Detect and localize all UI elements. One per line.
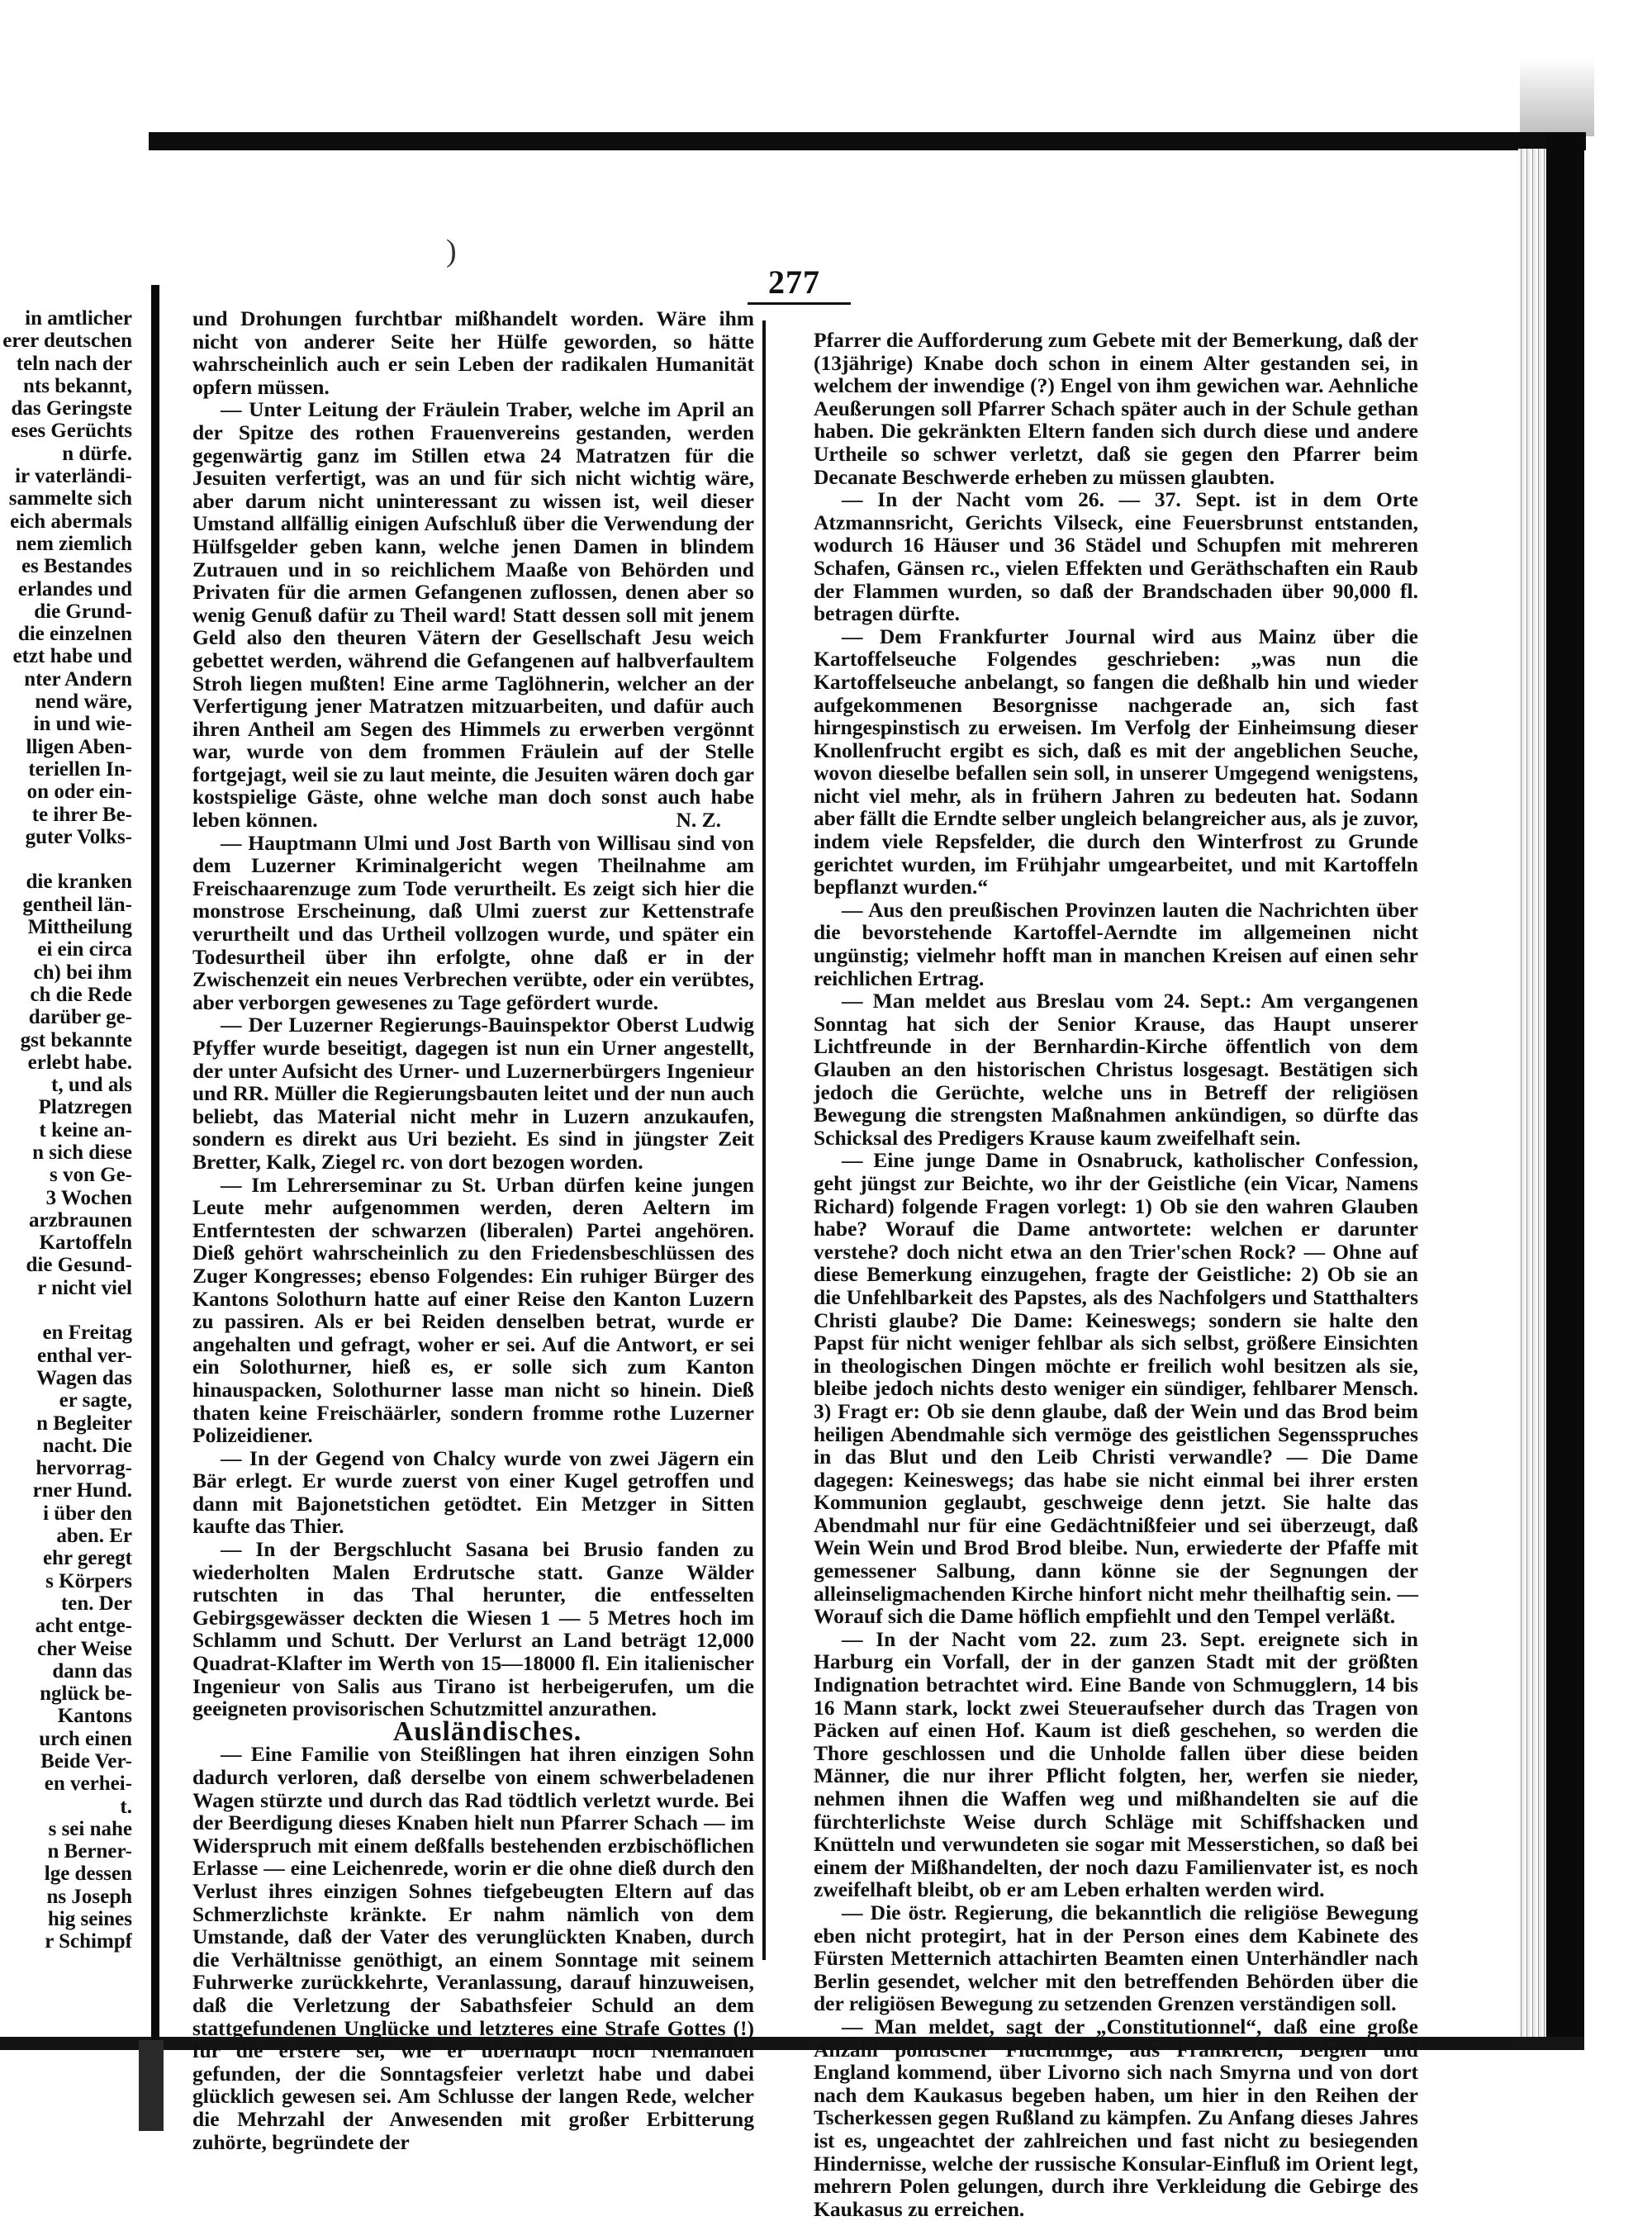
fragment-line: acht entge- <box>35 1615 132 1638</box>
fragment-line: on oder ein- <box>26 781 132 804</box>
fragment-line: dann das <box>52 1659 132 1682</box>
fragment-line: rner Hund. <box>32 1479 132 1502</box>
book-top-edge-shadow <box>1520 58 1594 136</box>
fragment-line: nglück be- <box>40 1682 132 1706</box>
previous-page-fragment <box>0 307 132 1953</box>
fragment-line: en Freitag <box>42 1322 132 1345</box>
fragment-line: gst bekannte <box>20 1028 132 1051</box>
fragment-line: Kartoffeln <box>39 1232 132 1255</box>
fragment-line: erlandes und <box>17 577 132 600</box>
fragment-line: erlebt habe. <box>27 1051 132 1074</box>
fragment-line: ten. Der <box>60 1592 132 1615</box>
section-heading: Ausländisches. <box>392 1716 582 1747</box>
fragment-line: es Bestandes <box>21 555 132 578</box>
article-paragraph: — In der Nacht vom 22. zum 23. Sept. ereignete sich in Harburg ein Vorfall, der in der ganzen Stadt mit der größten Indignation betrachtet wird. Eine Bande von Schmugglern, 14 bis 16 Mann stark, lockt zwei Steueraufseher durch das Tragen von Päcken auf einen Hof. Kaum ist dieß geschehen, so werden die Thore geschlossen und die Unholde fallen über diese beiden Männer, die nur ihrer Pflicht folgten, her, werfen sie nieder, nehmen ihnen die Waffen weg und mißhandelten sie auf die fürchterlichste Weise durch Schläge mit Schiffshacken und Knütteln und verwundeten sie sogar mit Messerstichen, so daß bei einem der Mißhandelten, der noch dazu Familienvater ist, es noch zweifelhaft bleibt, ob er am Leben erhalten werden wird. <box>814 1626 1418 1902</box>
fragment-line: t. <box>120 1795 132 1818</box>
fragment-line: n Begleiter <box>36 1412 132 1435</box>
fragment-line: urch einen <box>39 1727 132 1750</box>
gutter-shadow <box>139 2040 164 2131</box>
fragment-line: s Körpers <box>45 1569 132 1592</box>
fragment-line: in amtlicher <box>25 307 132 330</box>
fragment-line: eich abermals <box>10 510 132 533</box>
fragment-line: n sich diese <box>32 1141 132 1164</box>
fragment-line: r Schimpf <box>45 1930 132 1953</box>
fragment-line: n dürfe. <box>62 442 132 465</box>
article-paragraph: — Die östr. Regierung, die bekanntlich die religiöse Bewegung eben nicht protegirt, hat in der Person eines dem Kabinete des Fürsten Metternich attachirten Beamten einen Unterhändler nach Berlin gesendet, welcher mit den betreffenden Behörden über die der religiösen Bewegung zu setzenden Grenzen verständigen soll. <box>814 1900 1418 2016</box>
fragment-line: hig seines <box>47 1908 132 1931</box>
fragment-line: sammelte sich <box>8 487 132 510</box>
fragment-line: en verhei- <box>44 1773 132 1796</box>
fragment-line: n Berner- <box>47 1840 132 1863</box>
fragment-line: die Gesund- <box>26 1254 132 1277</box>
fragment-line: ehr geregt <box>42 1547 132 1570</box>
fragment-line: hervorrag- <box>36 1457 132 1480</box>
page-number: 277 <box>768 263 820 301</box>
stray-mark: ) <box>446 234 457 268</box>
fragment-line <box>0 848 132 871</box>
book-gutter <box>151 285 159 2044</box>
fragment-line: lge dessen <box>44 1863 132 1886</box>
fragment-line: r nicht viel <box>37 1276 132 1299</box>
fragment-line: nacht. Die <box>42 1434 132 1457</box>
fragment-line: teln nach der <box>16 352 132 375</box>
fragment-line: ch die Rede <box>30 983 132 1006</box>
fragment-line: guter Volks- <box>25 825 132 848</box>
article-paragraph: — Der Luzerner Regierungs-Bauinspektor Oberst Ludwig Pfyffer wurde beseitigt, dagegen ist nun ein Urner angestellt, der unter Aufsicht des Urner- und Luzernerbürgers Ingenieur und RR. Müller die Regierungsbauten leitet und der nun auch beliebt, das Material nicht mehr in Luzern anzukaufen, sondern es direkt aus Uri bezieht. Es sind in jüngster Zeit Bretter, Kalk, Ziegel rc. von dort bezogen worden. <box>192 1013 754 1174</box>
page-number-underline <box>748 302 851 305</box>
article-paragraph: — Aus den preußischen Provinzen lauten die Nachrichten über die bevorstehende Kartoffel-Aerndte im allgemeinen nicht ungünstig; vielmehr hofft man in manchen Kreisen auf einen sehr reichlichen Ertrag. <box>814 897 1418 990</box>
fragment-line: die einzelnen <box>17 623 132 646</box>
fragment-line: Wagen das <box>36 1366 132 1389</box>
article-paragraph: — Eine junge Dame in Osnabruck, katholischer Confession, geht jüngst zur Beichte, wo ihr der Geistliche (ein Vicar, Namens Richard) folgende Fragen vorlegt: 1) Ob sie den wahren Glauben habe? Worauf die Dame antwortete: welchen er darunter verstehe? doch nicht etwa an den Trier'schen Rock? — Ohne auf diese Bemerkung einzugehen, fragte der Geistliche: 2) Ob sie an die Unfehlbarkeit des Papstes, als des Nachfolgers und Statthalters Christi glaube? Die Dame: Keineswegs; sondern sie halte den Papst für nicht weniger fehlbar als sich selbst, größere Einsichten in theologischen Dingen möchte er freilich wohl besitzen als sie, bleibe jedoch nichts desto weniger ein sündiger, fehlbarer Mensch. 3) Fragt er: Ob sie denn glaube, daß der Wein und das Brod beim heiligen Abendmahle sich vermöge des geistlichen Segensspruches in das Blut und den Leib Christi verwandle? — Die Dame dagegen: Keineswegs; das habe sie nicht einmal bei ihrer ersten Kommunion geglaubt, geschweige denn jetzt. Sie halte das Abendmahl nur für eine Gedächtnißfeier und sei überzeugt, daß Wein Wein und Brod Brod bleibe. Nun, erwiederte der Pfaffe mit gemessener Salbung, dann könne sie der Segnungen der alleinseligmachenden Kirche hinfort nicht mehr theilhaftig sein. — Worauf sich die Dame höflich empfiehlt und den Tempel verläßt. <box>814 1148 1418 1629</box>
fragment-line: i über den <box>43 1502 132 1525</box>
fragment-line: cher Weise <box>36 1637 132 1660</box>
fragment-line: in und wie- <box>33 713 132 736</box>
left-column <box>192 307 754 2153</box>
book-right-edge <box>1546 132 1584 2048</box>
article-text: — Unter Leitung der Fräulein Traber, welche im April an der Spitze des rothen Frauenvereins gestanden, werden gegenwärtig ganz im Stillen etwa 24 Matratzen für die Jesuiten verfertigt, was an und für sich nicht wichtig wäre, aber darum nicht uninteressant zu wissen ist, weil dieser Umstand allfällig einigen Aufschluß über die Verwendung der Hülfsgelder geben kann, welche jenen Damen in blindem Zutrauen und in so reichlichem Maaße von Behörden und Privaten für die armen Gefangenen zuflossen, denen aber so wenig Genuß dafür zu Theil ward! Statt dessen soll mit jenem Geld also den theuren Vätern der Gesellschaft Jesu weich gebettet werden, während die Gefangenen auf halbverfaultem Stroh liegen mußten! Eine arme Taglöhnerin, welcher an der Verfertigung jener Matratzen mitzuarbeiten, und dafür auch ihren Antheil am Segen des Himmels zu erwerben vergönnt war, wurde von dem frommen Fräulein auf der Stelle fortgejagt, weil sie zu laut meinte, die Jesuiten wären doch gar kostspielige Gäste, ohne welche man doch sonst auch habe leben können. <box>192 397 754 833</box>
fragment-line: ns Joseph <box>46 1885 132 1908</box>
fragment-line: aben. Er <box>56 1525 132 1548</box>
fragment-line: lligen Aben- <box>26 735 132 758</box>
fragment-line: arzbraunen <box>29 1208 132 1232</box>
article-paragraph: — Dem Frankfurter Journal wird aus Mainz über die Kartoffelseuche Folgendes geschrieben: „was nun die Kartoffelseuche anbelangt, so fangen die deßhalb hin und wieder aufgekommenen Besorgnisse nachgerade an, sich fast hirngespinstisch zu erweisen. Im Verfolg der Einheimsung dieser Knollenfrucht ergibt es sich, daß es mit der angeblichen Seuche, wovon dieselbe befallen sein soll, in unserer Umgegend wenigstens, nicht viel mehr, als in frühern Jahren zu bedeuten hat. Sodann aber fällt die Erndte selber ungleich belangreicher aus, als je zuvor, indem viele Repsfelder, die durch den Winterfrost zu Grunde gerichtet wurden, im Frühjahr umgearbeitet, und mit Kartoffeln bepflanzt wurden.“ <box>814 624 1418 899</box>
fragment-line: er sagte, <box>59 1389 132 1412</box>
fragment-line: die kranken <box>26 871 132 894</box>
fragment-line: erer deutschen <box>2 330 132 353</box>
fragment-line: Beide Ver- <box>40 1750 132 1773</box>
book-top-edge <box>149 132 1586 150</box>
fragment-line: etzt habe und <box>12 645 132 668</box>
fragment-line: ei ein circa <box>37 938 132 961</box>
article-paragraph: Pfarrer die Aufforderung zum Gebete mit der Bemerkung, daß der (13jährige) Knabe doch schon in einem Alter gestanden sei, in welchem der inwendige (?) Engel von ihm gewichen war. Aehnliche Aeußerungen soll Pfarrer Schach später auch in der Schule gethan haben. Die gekränkten Eltern fanden sich durch diese und andere Urtheile so schwer verletzt, daß sie gegen den Pfarrer beim Decanate Beschwerde erheben zu müssen glaubten. <box>814 328 1418 489</box>
fragment-line: nts bekannt, <box>23 374 132 397</box>
fragment-line: t, und als <box>51 1074 132 1097</box>
fragment-line: Kantons <box>57 1705 132 1728</box>
article-paragraph: — Hauptmann Ulmi und Jost Barth von Willisau sind von dem Luzerner Kriminalgericht wegen Theilnahme am Freischaarenzuge zum Tode verurtheilt. Es zeigt sich hier die monstrose Erscheinung, daß Ulmi zuerst zur Kettenstrafe verurtheilt und das Urtheil vollzogen wurde, und später ein Todesurtheil über ihn erfolgte, ohne daß er in der Zwischenzeit ein neues Verbrechen verübte, oder ein verübtes, aber verborgen gewesenes zu Tage gefördert wurde. <box>192 830 754 1014</box>
fragment-line: t keine an- <box>39 1118 132 1141</box>
fragment-line: s sei nahe <box>48 1817 132 1840</box>
fragment-line: das Geringste <box>11 397 132 420</box>
article-paragraph: — In der Gegend von Chalcy wurde von zwei Jägern ein Bär erlegt. Er wurde zuerst von einer Kugel getroffen und dann mit Bajonetstichen getödtet. Ein Metzger in Sitten kaufte das Thier. <box>192 1445 754 1539</box>
fragment-line: ch) bei ihm <box>33 961 132 984</box>
article-paragraph: und Drohungen furchtbar mißhandelt worden. Wäre ihm nicht von anderer Seite her Hülfe geworden, so hätte wahrscheinlich auch er sein Leben der radikalen Humanität opfern müssen. <box>192 306 754 399</box>
article-paragraph: — Im Lehrerseminar zu St. Urban dürfen keine jungen Leute mehr aufgenommen werden, deren Aeltern im Entferntesten der schwarzen (liberalen) Partei angehören. Dieß gehört wahrscheinlich zu den Friedensbeschlüssen des Zuger Kongresses; ebenso Folgendes: Ein ruhiger Bürger des Kantons Solothurn hatte auf einer Reise den Kanton Luzern zu passiren. Als er bei Reiden denselben betrat, wurde er angehalten und gefragt, woher er sei. Auf die Antwort, er sei ein Solothurner, hieß es, er solle sich zum Kanton hinauspacken, Solothurner lasse man nicht so hinein. Dieß thaten keine Freischäärler, sondern fromme rothe Luzerner Polizeidiener. <box>192 1172 754 1448</box>
article-paragraph: — Man meldet aus Breslau vom 24. Sept.: Am vergangenen Sonntag hat sich der Senior Krause, das Haupt unserer Lichtfreunde in der Bernhardin-Kirche öffentlich von dem Glauben an den historischen Christus losgesagt. Bestätigen sich jedoch die Gerüchte, welche uns in Betreff der religiösen Bewegung die strengsten Maßnahmen ankündigen, so dürfte das Schicksal des Predigers Krause kaum zweifelhaft sein. <box>814 989 1418 1150</box>
fragment-line: teriellen In- <box>28 757 132 781</box>
article-paragraph: — In der Nacht vom 26. — 37. Sept. ist in dem Orte Atzmannsricht, Gerichts Vilseck, eine Feuersbrunst entstanden, wodurch 16 Häuser und 36 Städel und Schupfen mit mehreren Schafen, Gänsen rc., vielen Effekten und Geräthschaften ein Raub der Flammen wurden, so daß der Brandschaden über 90,000 fl. betragen dürfte. <box>814 487 1418 626</box>
article-paragraph: — Eine Familie von Steißlingen hat ihren einzigen Sohn dadurch verloren, daß derselbe von einem schwerbeladenen Wagen stürzte und durch das Rad tödtlich verletzt wurde. Bei der Beerdigung dieses Knaben hielt nun Pfarrer Schach — im Widerspruch mit einem deßfalls bestehenden erzbischöflichen Erlasse — eine Leichenrede, worin er die ohne dieß durch den Verlust ihres einzigen Sohnes tiefgebeugten Eltern auf das Schmerzlichste kränkte. Er nahm nämlich von dem Umstande, daß der Vater des verunglückten Knaben, durch die Verhältnisse genöthigt, an einem Sonntage mit seinem Fuhrwerke zurückkehrte, Veranlassung, darauf hinzuweisen, daß die Verletzung der Sabathsfeier Schuld an dem stattgefundenen Unglücke und letzteres eine Strafe Gottes (!) für die erstere sei, wie er überhaupt noch Niemanden gefunden, der die Sonntagsfeier verletzt habe und dabei glücklich gewesen sei. Am Schlusse der langen Rede, welcher die Mehrzahl der Anwesenden mit großer Erbitterung zuhörte, begründete der <box>192 1742 754 2154</box>
fragment-line: te ihrer Be- <box>31 803 132 826</box>
fragment-line: die Grund- <box>34 600 132 623</box>
fragment-line: nend wäre, <box>35 691 132 714</box>
fragment-line <box>0 1299 132 1322</box>
right-column <box>814 329 1418 2220</box>
author-signature: N. Z. <box>676 808 721 833</box>
article-paragraph: — In der Bergschlucht Sasana bei Brusio fanden zu wiederholten Malen Erdrutsche statt. Ganze Wälder rutschten in das Thal herunter, die entfesselten Gebirgsgewässer deckten die Wiesen 1 — 5 Metres hoch im Schlamm und Schutt. Der Verlurst an Land beträgt 12,000 Quadrat-Klafter im Werth von 15—18000 fl. Ein italienischer Ingenieur von Salis aus Tirano ist herbeigerufen, um die geeigneten provisorischen Schutzmittel anzurathen. <box>192 1537 754 1721</box>
fragment-line: Platzregen <box>38 1096 132 1119</box>
fragment-line: darüber ge- <box>28 1006 132 1029</box>
fragment-line: ir vaterländi- <box>15 465 132 488</box>
fragment-line: Mittheilung <box>27 916 132 939</box>
page-stack-edge <box>1518 149 1546 2040</box>
fragment-line: enthal ver- <box>36 1344 132 1367</box>
column-divider <box>762 320 766 1960</box>
fragment-line: nter Andern <box>24 667 132 691</box>
fragment-line: 3 Wochen <box>45 1186 132 1209</box>
fragment-line: eses Gerüchts <box>11 420 132 443</box>
article-paragraph: — Man meldet, sagt der „Constitutionnel“, daß eine große Anzahl politischer Flüchtlinge, aus Frankreich, Belgien und England kommend, über Livorno sich nach Smyrna und von dort nach dem Kaukasus begeben haben, um hier in den Reihen der Tscherkessen gegen Rußland zu kämpfen. Zu Anfang dieses Jahres ist es, ungeachtet der zahlreichen und fast nicht zu besiegenden Hindernisse, welche der russische Konsular-Einfluß im Orient legt, mehrern Polen gelungen, durch ihre Verkleidung die Gebirge des Kaukasus zu erreichen. <box>814 2014 1418 2221</box>
fragment-line: gentheil län- <box>22 893 132 916</box>
fragment-line: nem ziemlich <box>16 532 132 555</box>
fragment-line: s von Ge- <box>50 1164 132 1187</box>
article-paragraph <box>192 398 754 831</box>
